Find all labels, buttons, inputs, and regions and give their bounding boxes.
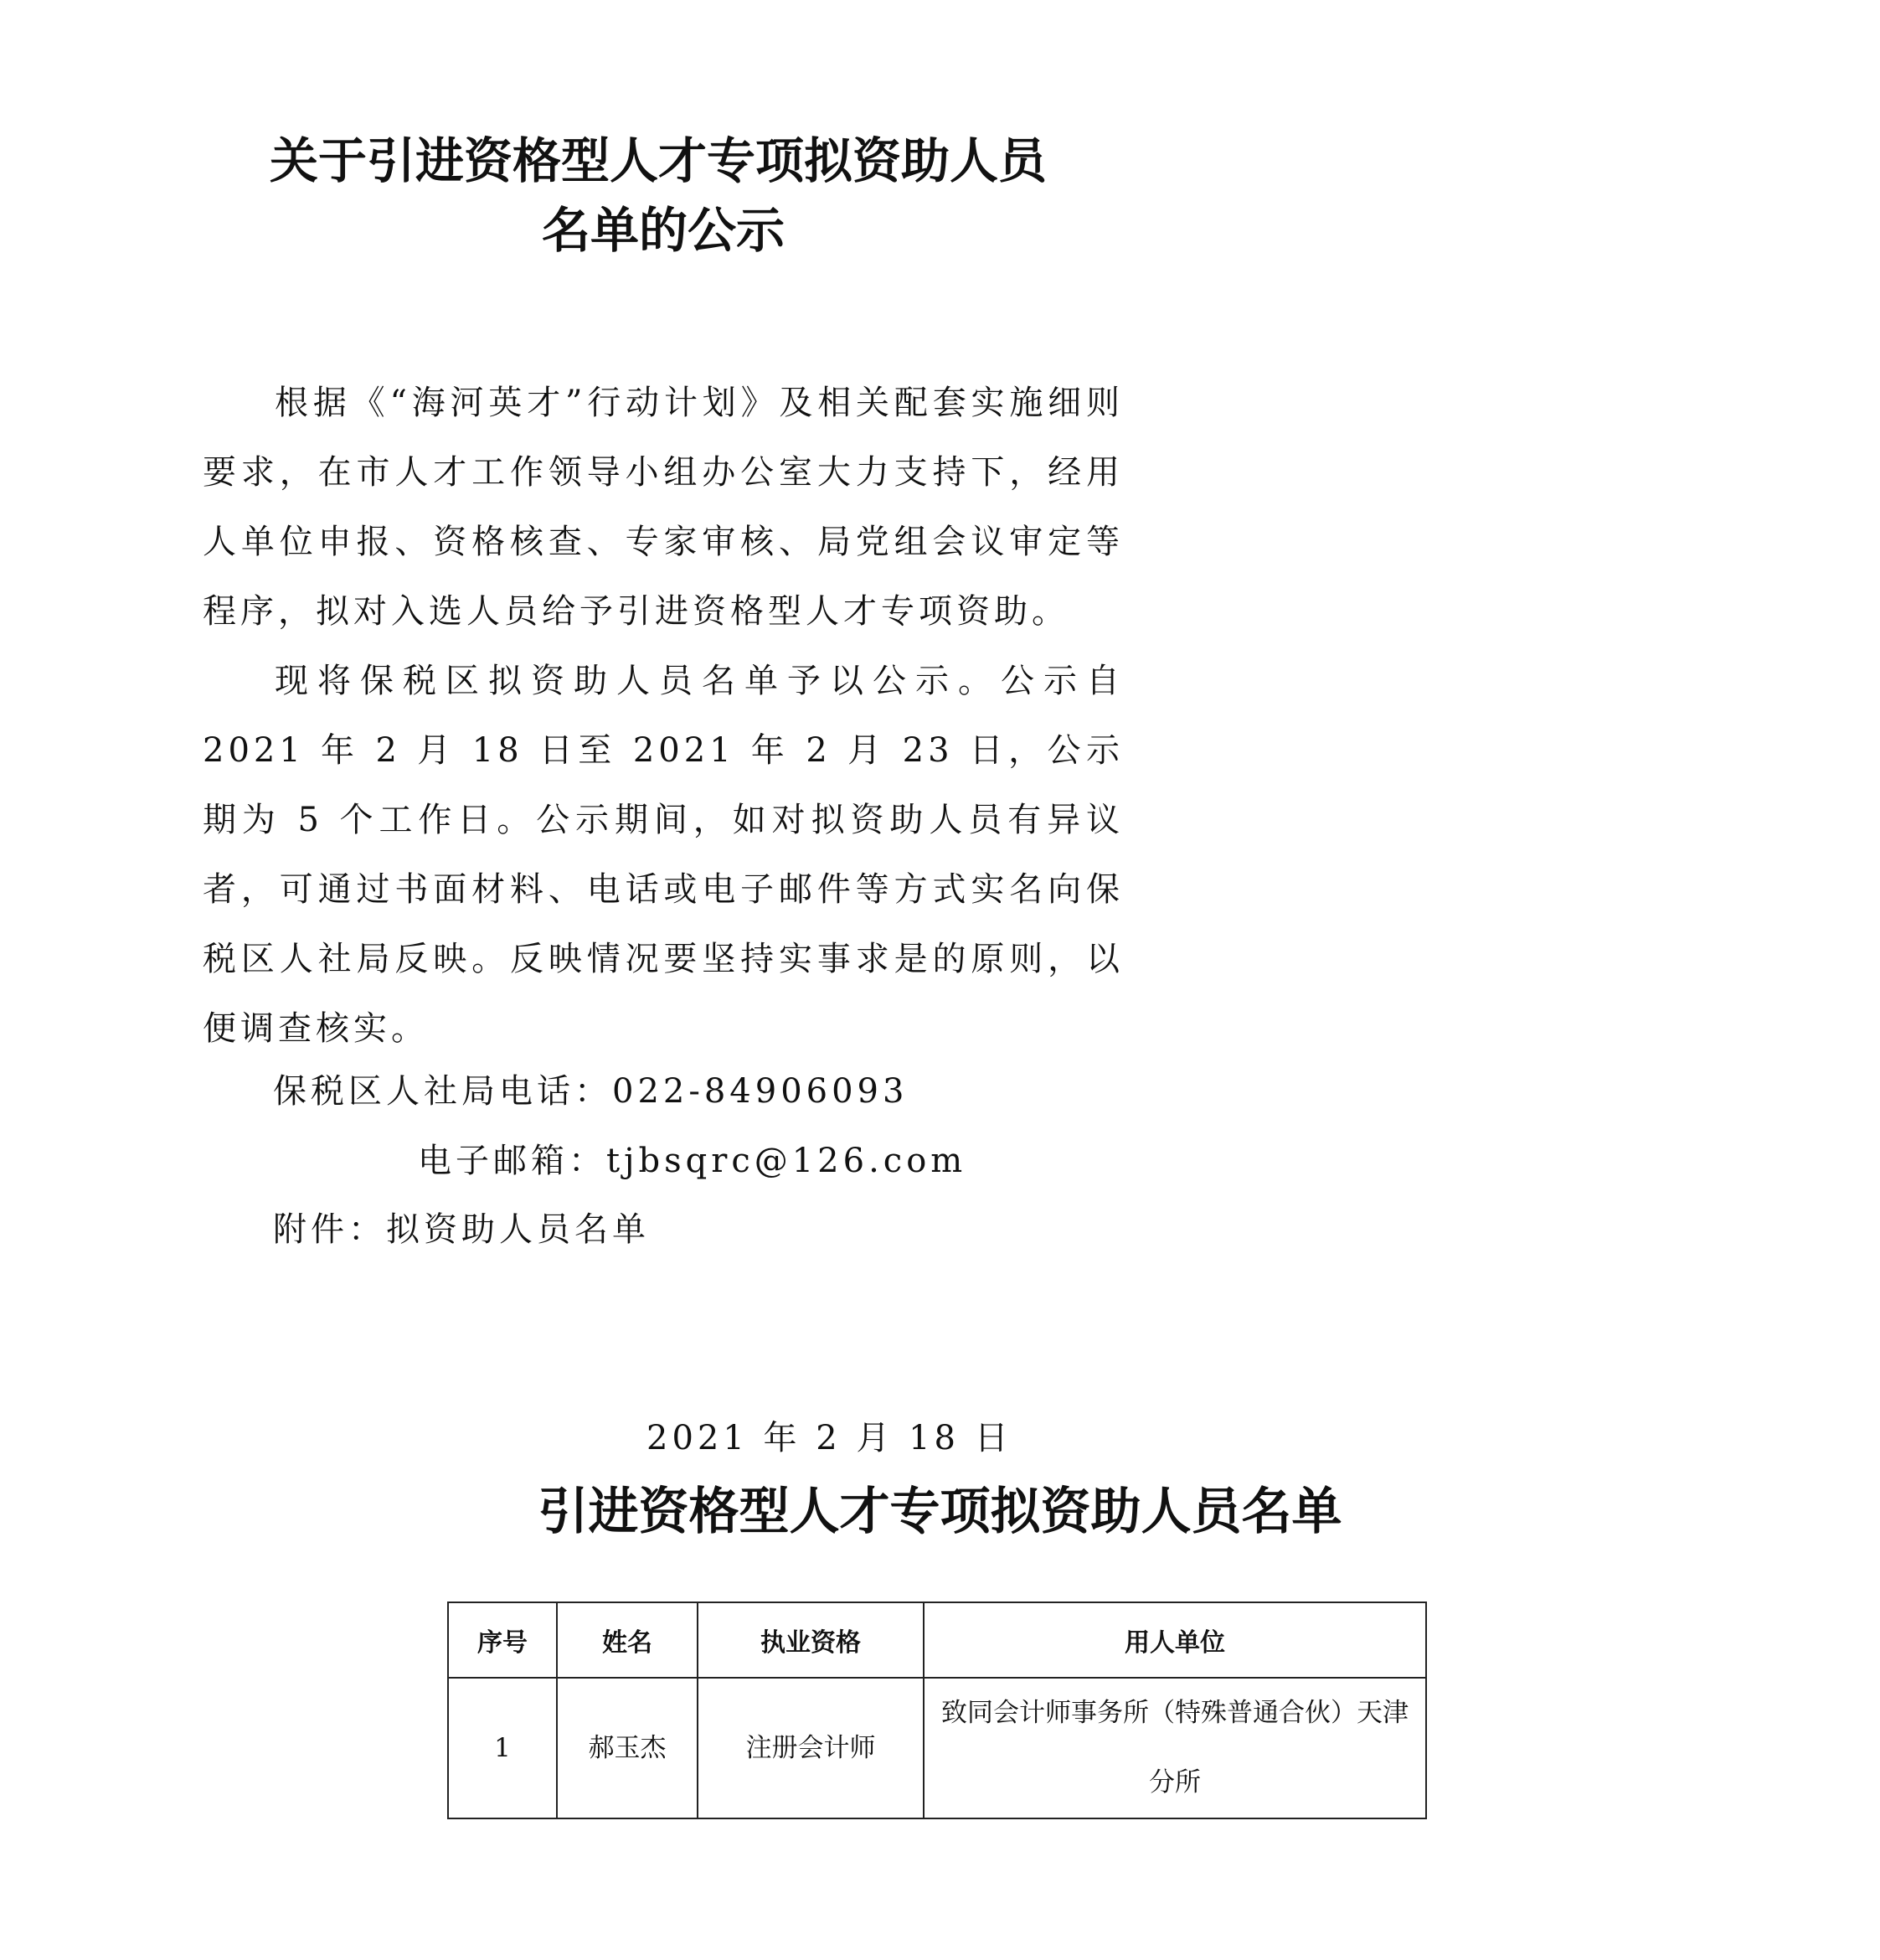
notice-body [203, 369, 1124, 1064]
attachment-note: 附件：拟资助人员名单 [273, 1210, 650, 1249]
notice-paragraph-2: 现将保税区拟资助人员名单予以公示。公示自 2021 年 2 月 18 日至 2021 年 2 月 23 日，公示期为 5 个工作日。公示期间，如对拟资助人员有异议者，可通过书面材料、电话或电子邮件等方式实名向保税区人社局反映。反映情况要坚持实事求是的原则，以便调查核实。 [203, 662, 1124, 1048]
cell-qualification: 注册会计师 [698, 1678, 924, 1818]
header-index: 序号 [448, 1602, 557, 1678]
table-row [448, 1678, 1426, 1818]
notice-title-line-1: 关于引进资格型人才专项拟资助人员 [270, 132, 1048, 189]
cell-unit: 致同会计师事务所（特殊普通合伙）天津分所 [924, 1678, 1426, 1818]
contact-email: 电子邮箱：tjbsqrc@126.com [418, 1142, 967, 1180]
header-unit: 用人单位 [924, 1602, 1426, 1678]
notice-title-line-2: 名单的公示 [542, 202, 785, 259]
notice-date: 2021 年 2 月 18 日 [646, 1419, 1012, 1457]
contact-phone: 保税区人社局电话：022-84906093 [273, 1072, 909, 1111]
cell-index: 1 [448, 1678, 557, 1818]
header-qualification: 执业资格 [698, 1602, 924, 1678]
notice-paragraph-1: 根据《“海河英才”行动计划》及相关配套实施细则要求，在市人才工作领导小组办公室大力支持下，经用人单位申报、资格核查、专家审核、局党组会议审定等程序，拟对入选人员给予引进资格型人才专项资助。 [203, 384, 1124, 631]
cell-name: 郝玉杰 [557, 1678, 698, 1818]
list-title-text: 引进资格型人才专项拟资助人员名单 [538, 1483, 1342, 1541]
list-title [0, 1478, 1880, 1545]
header-name: 姓名 [557, 1602, 698, 1678]
roster-table [447, 1602, 1427, 1819]
table-header-row [448, 1602, 1426, 1678]
